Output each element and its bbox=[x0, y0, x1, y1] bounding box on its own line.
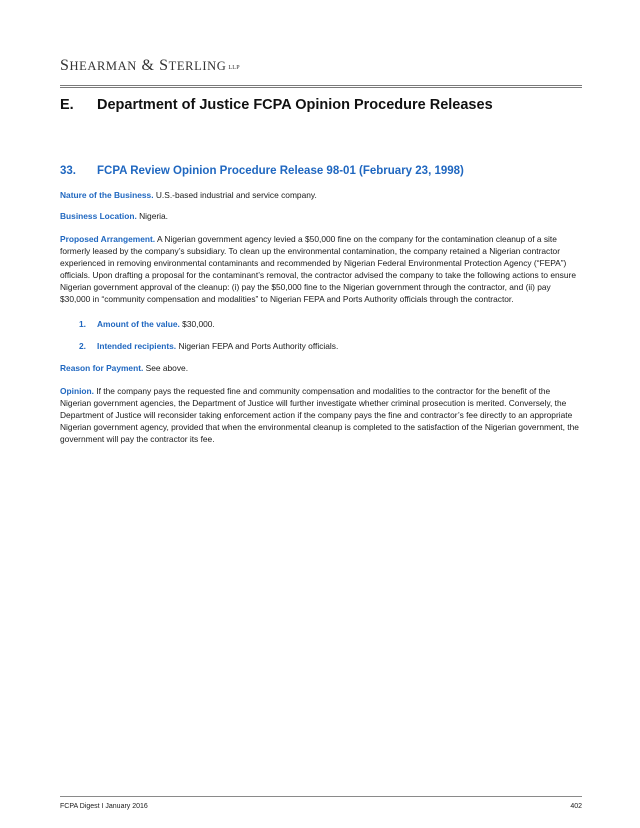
firm-logo bbox=[60, 57, 240, 75]
nature-label: Nature of the Business. bbox=[60, 190, 154, 200]
logo-letter: S bbox=[159, 57, 169, 74]
item-label: Amount of the value. bbox=[97, 319, 180, 329]
arrangement-label: Proposed Arrangement. bbox=[60, 234, 156, 244]
footer-publication: FCPA Digest I January 2016 bbox=[60, 803, 148, 810]
arrangement-text: A Nigerian government agency levied a $50,000 fine on the company for the contamination cleanup of a site formerly leased by the company’s subsidiary. To clean up the environmental contamination, the company retained a Nigerian contractor experienced in removing environmental contaminants and recommended by Nigerian Federal Environmental Protection Agency (“FEPA”) officials. Upon drafting a proposal for the contaminant’s removal, the contractor advised the company to take the following actions to ensure Nigerian government approval of the cleanup: (i) pay the $50,000 fine to the Nigerian government through the contractor, and (ii) pay $30,000 in “community compensation and modalities” to Nigerian FEPA and Ports Authority officials through the contractor. bbox=[60, 234, 576, 304]
logo-word: TERLING bbox=[168, 59, 227, 73]
list-item bbox=[79, 340, 579, 352]
logo-letter: S bbox=[60, 57, 70, 74]
opinion-label: Opinion. bbox=[60, 386, 94, 396]
list-item bbox=[79, 318, 579, 330]
nature-text: U.S.-based industrial and service company. bbox=[155, 190, 317, 200]
reason-paragraph bbox=[60, 362, 582, 374]
item-number: 2. bbox=[79, 341, 86, 351]
reason-label: Reason for Payment. bbox=[60, 363, 144, 373]
logo-word: HEARMAN bbox=[69, 59, 137, 73]
item-number: 1. bbox=[79, 319, 86, 329]
release-heading bbox=[60, 165, 582, 177]
item-text: $30,000. bbox=[182, 319, 215, 329]
page-number: 402 bbox=[570, 803, 582, 810]
item-label: Intended recipients. bbox=[97, 341, 177, 351]
logo-ampersand: & bbox=[141, 57, 155, 74]
release-title: FCPA Review Opinion Procedure Release 98-01 (February 23, 1998) bbox=[97, 165, 464, 177]
location-label: Business Location. bbox=[60, 211, 137, 221]
arrangement-paragraph bbox=[60, 233, 582, 305]
location-paragraph bbox=[60, 210, 582, 222]
opinion-text: If the company pays the requested fine and community compensation and modalities to the contractor for the benefit of the Nigerian government agencies, the Department of Justice will further investigate whether criminal prosecution is merited. Conversely, the Department of Justice will reconsider taking enforcement action if the company pays the fine and contractor’s fee directly to an appropriate Nigerian government agency, provided that when the environmental cleanup is completed to the satisfaction of the Nigerian government, the government will pay the contractor its fee. bbox=[60, 386, 579, 444]
footer-divider bbox=[60, 796, 582, 797]
section-heading bbox=[60, 97, 582, 113]
reason-text: See above. bbox=[145, 363, 189, 373]
opinion-paragraph bbox=[60, 385, 582, 445]
release-number: 33. bbox=[60, 165, 76, 177]
item-text: Nigerian FEPA and Ports Authority officials. bbox=[178, 341, 339, 351]
header-divider bbox=[60, 85, 582, 88]
nature-paragraph bbox=[60, 189, 582, 201]
section-title: Department of Justice FCPA Opinion Procedure Releases bbox=[97, 97, 493, 113]
location-text: Nigeria. bbox=[139, 211, 168, 221]
section-letter: E. bbox=[60, 97, 74, 113]
logo-llp: LLP bbox=[228, 65, 240, 71]
